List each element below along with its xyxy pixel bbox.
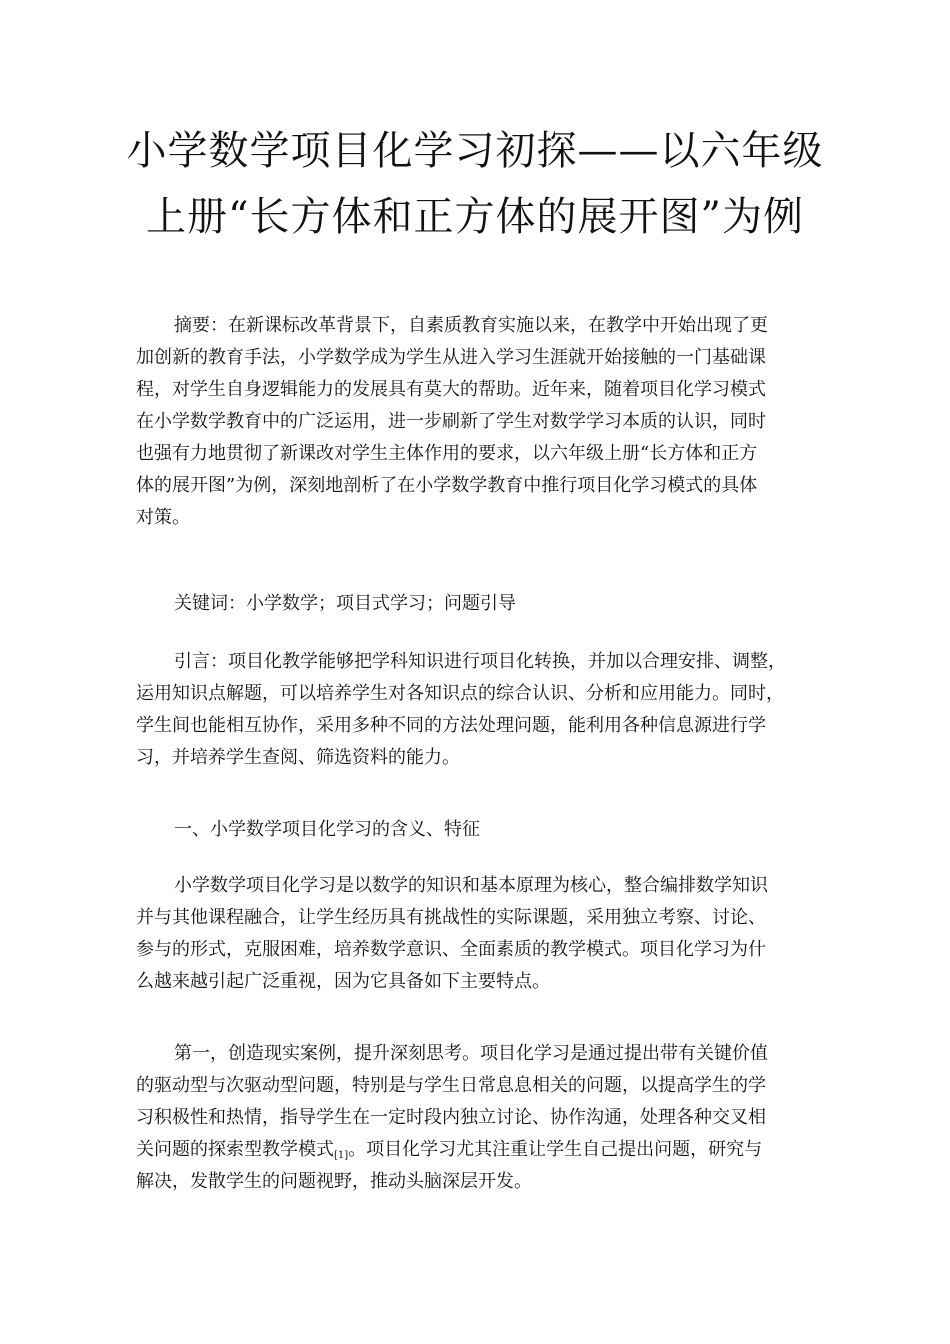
intro-line: 学生间也能相互协作，采用多种不同的方法处理问题，能利用各种信息源进行学: [136, 715, 766, 736]
point-line-start: 关问题的探索型教学模式: [136, 1139, 334, 1160]
abstract-paragraph: [136, 310, 812, 534]
point-line: 第一，创造现实案例，提升深刻思考。项目化学习是通过提出带有关键价值: [174, 1043, 768, 1064]
section-line: 并与其他课程融合，让学生经历具有挑战性的实际课题，采用独立考察、讨论、: [136, 907, 766, 928]
abstract-line: 摘要：在新课标改革背景下，自素质教育实施以来，在教学中开始出现了更: [174, 315, 768, 336]
section-line: 么越来越引起广泛重视，因为它具备如下主要特点。: [136, 971, 550, 992]
title-line-1: 小学数学项目化学习初探——以六年级: [126, 128, 824, 174]
abstract-line: 体的展开图”为例，深刻地剖析了在小学数学教育中推行项目化学习模式的具体: [136, 475, 758, 496]
point-line: 解决，发散学生的问题视野，推动头脑深层开发。: [136, 1171, 532, 1192]
keywords-line: 关键词：小学数学；项目式学习；问题引导: [174, 593, 516, 614]
abstract-line: 程，对学生自身逻辑能力的发展具有莫大的帮助。近年来，随着项目化学习模式: [136, 379, 766, 400]
point-line: 习积极性和热情，指导学生在一定时段内独立讨论、协作沟通，处理各种交叉相: [136, 1107, 766, 1128]
intro-line: 引言：项目化教学能够把学科知识进行项目化转换，并加以合理安排、调整，: [174, 651, 786, 672]
title-line-2: 上册“长方体和正方体的展开图”为例: [146, 194, 804, 240]
document-title: [0, 118, 950, 250]
keywords-paragraph: [136, 588, 812, 620]
point-line: 的驱动型与次驱动型问题，特别是与学生日常息息相关的问题，以提高学生的学: [136, 1075, 766, 1096]
point-line-end: 。项目化学习尤其注重让学生自己提出问题，研究与: [348, 1139, 763, 1160]
intro-line: 运用知识点解题，可以培养学生对各知识点的综合认识、分析和应用能力。同时，: [136, 683, 784, 704]
section-heading-text: 一、小学数学项目化学习的含义、特征: [174, 819, 480, 840]
section-paragraph: [136, 870, 812, 998]
intro-line: 习，并培养学生查阅、筛选资料的能力。: [136, 747, 460, 768]
abstract-line: 对策。: [136, 507, 190, 528]
section-line: 参与的形式，克服困难，培养数学意识、全面素质的教学模式。项目化学习为什: [136, 939, 766, 960]
abstract-line: 在小学数学教育中的广泛运用，进一步刷新了学生对数学学习本质的认识，同时: [136, 411, 766, 432]
section-line: 小学数学项目化学习是以数学的知识和基本原理为核心，整合编排数学知识: [174, 875, 768, 896]
abstract-line: 也强有力地贯彻了新课改对学生主体作用的要求，以六年级上册“长方体和正方: [136, 443, 758, 464]
citation-reference[interactable]: [1]: [334, 1150, 349, 1161]
point-line-with-citation: [136, 1134, 812, 1166]
abstract-line: 加创新的教育手法，小学数学成为学生从进入学习生涯就开始接触的一门基础课: [136, 347, 766, 368]
point-one-paragraph: [136, 1038, 812, 1198]
section-heading: [136, 814, 812, 846]
intro-paragraph: [136, 646, 812, 774]
